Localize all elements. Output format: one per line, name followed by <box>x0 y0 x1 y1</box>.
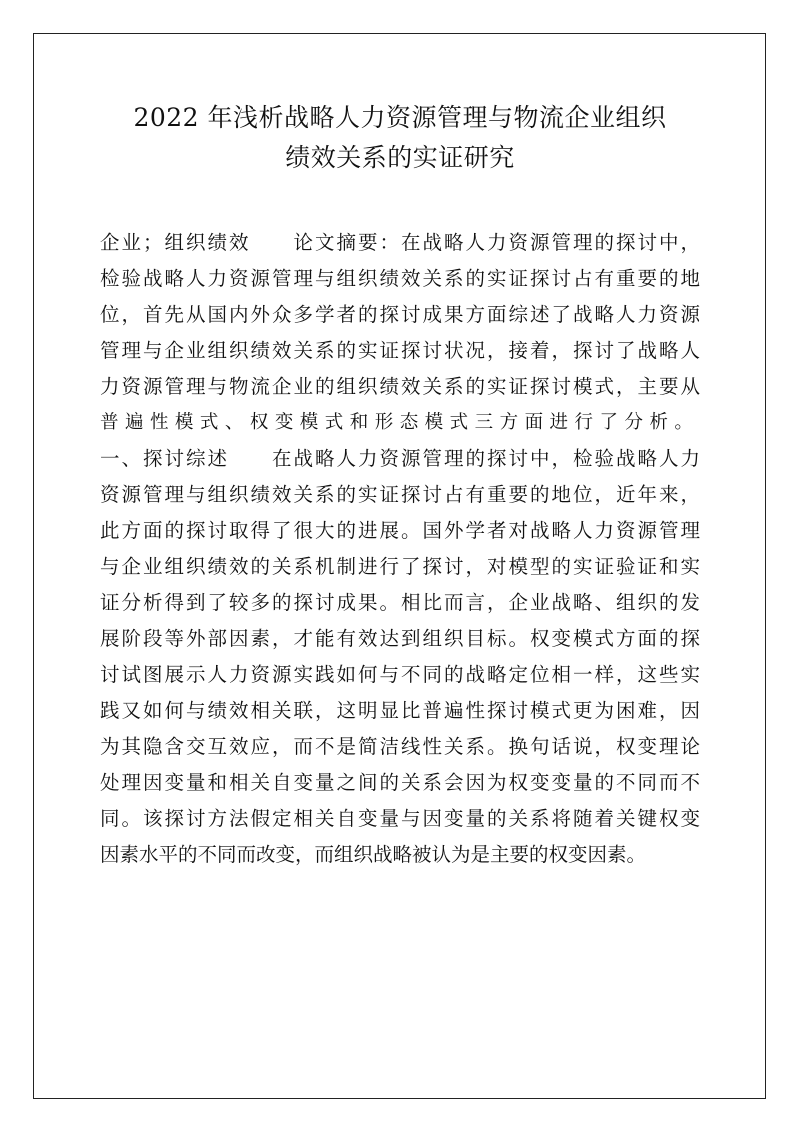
body-line: 此方面的探讨取得了很大的进展。国外学者对战略人力资源管理 <box>100 519 700 542</box>
body-line: 一、探讨综述 在战略人力资源管理的探讨中，检验战略人力 <box>100 447 700 470</box>
body-line: 证分析得到了较多的探讨成果。相比而言，企业战略、组织的发 <box>100 591 700 614</box>
body-line: 管理与企业组织绩效关系的实证探讨状况，接着，探讨了战略人 <box>100 339 700 362</box>
title-line-2: 绩效关系的实证研究 <box>285 143 515 172</box>
body-line: 位，首先从国内外众多学者的探讨成果方面综述了战略人力资源 <box>100 303 700 326</box>
body-line: 检验战略人力资源管理与组织绩效关系的实证探讨占有重要的地 <box>100 267 700 290</box>
body-line: 践又如何与绩效相关联，这明显比普遍性探讨模式更为困难，因 <box>100 699 700 722</box>
body-line: 企业；组织绩效 论文摘要：在战略人力资源管理的探讨中， <box>100 231 700 254</box>
body-line: 展阶段等外部因素，才能有效达到组织目标。权变模式方面的探 <box>100 627 700 650</box>
body-line: 力资源管理与物流企业的组织绩效关系的实证探讨模式，主要从 <box>100 375 700 398</box>
document-body <box>100 225 700 873</box>
body-line: 讨试图展示人力资源实践如何与不同的战略定位相一样，这些实 <box>100 663 700 686</box>
body-line: 资源管理与组织绩效关系的实证探讨占有重要的地位，近年来， <box>100 483 700 506</box>
body-line: 普遍性模式、权变模式和形态模式三方面进行了分析。 <box>100 412 700 433</box>
document-title <box>80 98 720 178</box>
body-line: 处理因变量和相关自变量之间的关系会因为权变变量的不同而不 <box>100 771 700 794</box>
body-line: 同。该探讨方法假定相关自变量与因变量的关系将随着关键权变 <box>100 807 700 830</box>
body-line: 与企业组织绩效的关系机制进行了探讨，对模型的实证验证和实 <box>100 555 700 578</box>
body-line: 因素水平的不同而改变，而组织战略被认为是主要的权变因素。 <box>100 843 647 866</box>
body-line: 为其隐含交互效应，而不是简洁线性关系。换句话说，权变理论 <box>100 735 700 758</box>
title-line-1: 2022 年浅析战略人力资源管理与物流企业组织 <box>133 103 667 132</box>
